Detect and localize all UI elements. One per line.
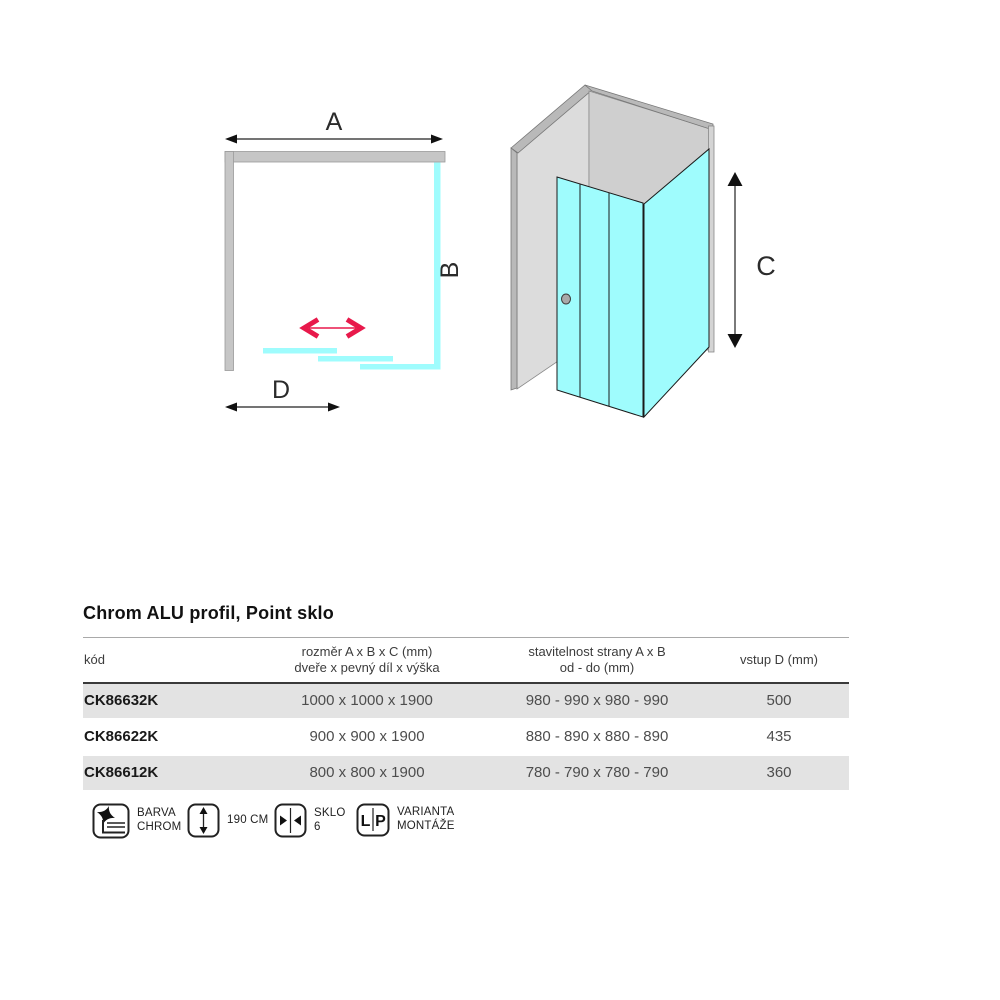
cell-size: 900 x 900 x 1900	[249, 719, 485, 755]
variant-letter-p: P	[375, 813, 386, 830]
glass-thickness-icon	[274, 803, 307, 838]
cell-size: 1000 x 1000 x 1900	[249, 683, 485, 719]
wall-profile-2d	[225, 152, 445, 371]
cell-adjust: 880 - 890 x 880 - 890	[485, 719, 709, 755]
page-title: Chrom ALU profil, Point sklo	[83, 603, 334, 623]
col-header-size	[249, 638, 485, 683]
table-row	[83, 683, 849, 719]
isometric-view-diagram	[511, 85, 776, 417]
sliding-door-2d	[263, 348, 441, 370]
legend-row	[0, 803, 1000, 853]
col-header-size-line1: rozměr A x B x C (mm)	[301, 644, 433, 659]
col-header-size-line2: dveře x pevný díl x výška	[294, 660, 440, 676]
cell-entry: 435	[709, 719, 849, 755]
cell-entry: 360	[709, 755, 849, 791]
col-header-entry: vstup D (mm)	[709, 638, 849, 683]
legend-item-chrome	[92, 803, 181, 839]
door-knob-icon	[562, 294, 571, 304]
dim-c-label: C	[756, 251, 776, 281]
col-header-code: kód	[83, 638, 249, 683]
plan-view-diagram	[225, 108, 464, 412]
legend-item-glass	[274, 803, 345, 838]
cell-adjust: 980 - 990 x 980 - 990	[485, 683, 709, 719]
mounting-variant-icon	[356, 803, 390, 837]
legend-label: 190 CM	[227, 813, 269, 826]
cell-size: 800 x 800 x 1900	[249, 755, 485, 791]
legend-label: BARVA CHROM	[137, 807, 182, 833]
cell-entry: 500	[709, 683, 849, 719]
dim-d-label: D	[271, 376, 291, 404]
cell-adjust: 780 - 790 x 780 - 790	[485, 755, 709, 791]
table-row	[83, 719, 849, 755]
height-icon	[187, 803, 220, 838]
technical-diagrams	[0, 0, 1000, 470]
dim-b-label: B	[436, 261, 464, 279]
chrome-finish-icon	[92, 803, 130, 839]
legend-item-variant	[356, 803, 455, 837]
legend-item-height	[187, 803, 268, 838]
col-header-adjust-line2: od - do (mm)	[559, 660, 635, 676]
slide-direction-arrow	[304, 320, 361, 337]
col-header-adjust-line1: stavitelnost strany A x B	[528, 644, 666, 659]
cell-code: CK86622K	[83, 719, 249, 755]
table-row	[83, 755, 849, 791]
cell-code: CK86612K	[83, 755, 249, 791]
col-header-adjust	[485, 638, 709, 683]
variant-letter-l: L	[360, 813, 371, 830]
dim-a-label: A	[325, 108, 343, 136]
spec-table	[83, 637, 849, 792]
legend-label: SKLO 6	[314, 806, 346, 833]
table-header-row	[83, 638, 849, 683]
cell-code: CK86632K	[83, 683, 249, 719]
legend-label: VARIANTA MONTÁŽE	[397, 806, 455, 832]
